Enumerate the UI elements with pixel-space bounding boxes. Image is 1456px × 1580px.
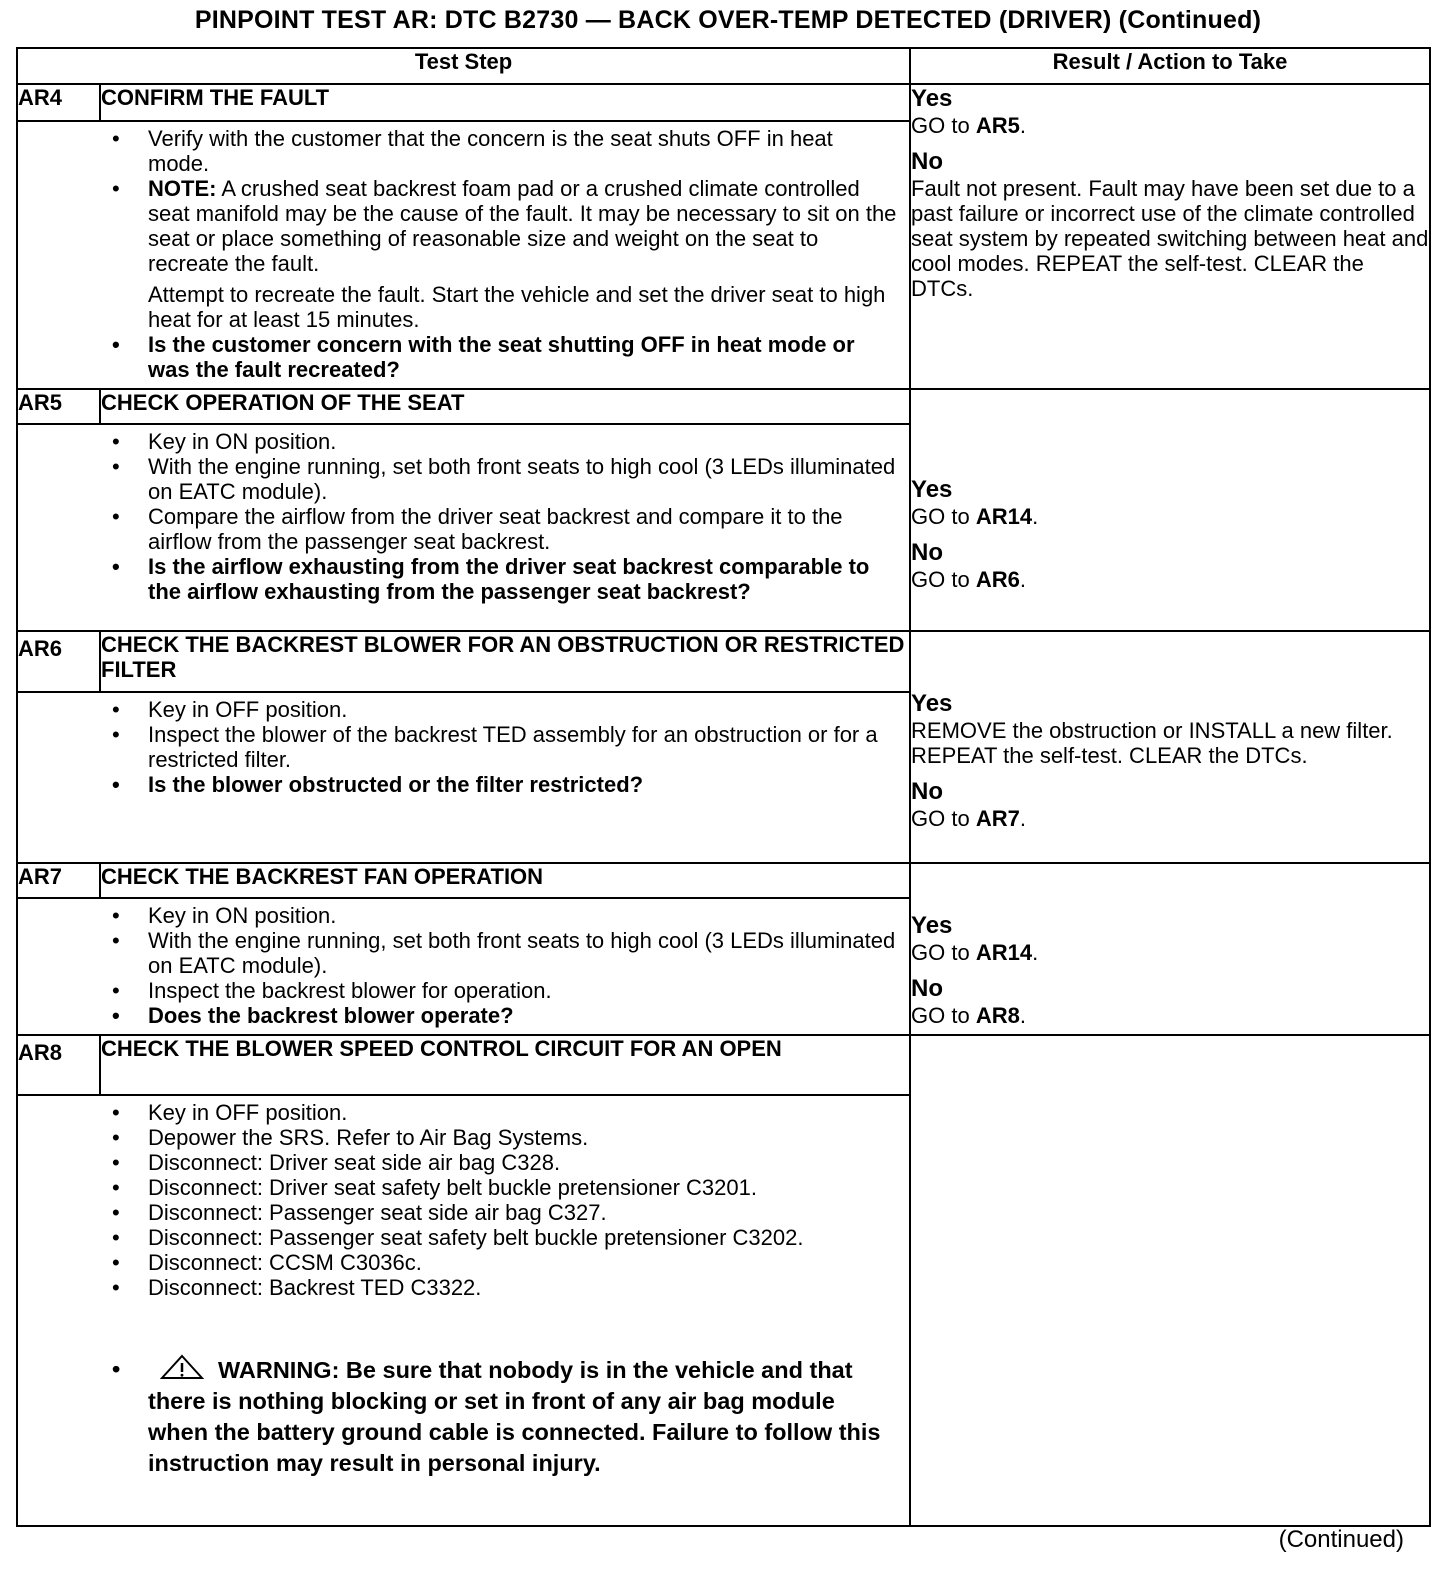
no-label: No bbox=[911, 975, 944, 1002]
list-item: • Compare the airflow from the driver seat backrest and compare it to the airflow from the passenger seat backrest. bbox=[18, 504, 899, 554]
yes-label: Yes bbox=[911, 85, 953, 112]
step-heading: CHECK THE BACKREST FAN OPERATION bbox=[100, 863, 910, 898]
step-row-ar6 bbox=[17, 631, 1430, 692]
list-item: • Inspect the backrest blower for operation. bbox=[18, 978, 899, 1003]
step-heading: CONFIRM THE FAULT bbox=[100, 84, 910, 121]
list-item: • Key in OFF position. bbox=[18, 697, 899, 722]
yes-label: Yes bbox=[911, 476, 953, 503]
step-id: AR6 bbox=[17, 631, 100, 692]
list-item: • Does the backrest blower operate? bbox=[18, 1003, 899, 1028]
step-row-ar8 bbox=[17, 1035, 1430, 1095]
step-instructions bbox=[17, 692, 910, 863]
yes-action: GO to AR5. bbox=[911, 113, 1026, 138]
list-item: Attempt to recreate the fault. Start the vehicle and set the driver seat to high heat for at least 15 minutes. bbox=[148, 282, 886, 332]
list-item: • With the engine running, set both front seats to high cool (3 LEDs illuminated on EATC module). bbox=[18, 928, 899, 978]
step-instructions bbox=[17, 121, 910, 389]
warning-item bbox=[18, 1354, 899, 1479]
list-item: • With the engine running, set both front seats to high cool (3 LEDs illuminated on EATC module). bbox=[18, 454, 899, 504]
list-item: • Verify with the customer that the concern is the seat shuts OFF in heat mode. bbox=[18, 126, 899, 176]
no-action: Fault not present. Fault may have been set due to a past failure or incorrect use of the climate controlled seat system by repeated switching between heat and cool modes. REPEAT the self-test. CLEAR the DTCs. bbox=[911, 176, 1429, 301]
list-item: • Disconnect: Backrest TED C3322. bbox=[18, 1275, 899, 1300]
step-row-ar7 bbox=[17, 863, 1430, 898]
warning-text: WARNING: Be sure that nobody is in the vehicle and that there is nothing blocking or set in front of any air bag module when the battery ground cable is connected. Failure to follow this instruction may result in personal injury. bbox=[148, 1357, 881, 1476]
no-action: GO to AR8. bbox=[911, 1003, 1026, 1028]
step-instructions bbox=[17, 898, 910, 1035]
list-item: • Key in OFF position. bbox=[18, 1100, 899, 1125]
yes-action: REMOVE the obstruction or INSTALL a new filter. REPEAT the self-test. CLEAR the DTCs. bbox=[911, 718, 1393, 768]
step-result bbox=[910, 389, 1430, 631]
list-item: • Disconnect: Driver seat side air bag C328. bbox=[18, 1150, 899, 1175]
list-item: • Key in ON position. bbox=[18, 429, 899, 454]
goto-link: AR14 bbox=[975, 504, 1033, 529]
yes-action: GO to AR14. bbox=[911, 940, 1039, 965]
step-result bbox=[910, 863, 1430, 1035]
no-label: No bbox=[911, 539, 944, 566]
test-step-header: Test Step bbox=[17, 48, 910, 84]
list-item: • Disconnect: Driver seat safety belt buckle pretensioner C3201. bbox=[18, 1175, 899, 1200]
step-id: AR4 bbox=[17, 84, 100, 121]
list-item: • NOTE: A crushed seat backrest foam pad or a crushed climate controlled seat manifold may be the cause of the fault. It may be necessary to sit on the seat or place something of reasonable size and weight on the seat to recreate the fault. bbox=[18, 176, 899, 276]
warning-triangle-icon bbox=[160, 1354, 204, 1380]
list-item: • Is the customer concern with the seat shutting OFF in heat mode or was the fault recreated? bbox=[18, 332, 899, 382]
step-result bbox=[910, 1035, 1430, 1526]
goto-link: AR5 bbox=[975, 113, 1020, 138]
list-item: • Disconnect: Passenger seat side air bag C327. bbox=[18, 1200, 899, 1225]
list-item: • Is the blower obstructed or the filter restricted? bbox=[18, 772, 899, 797]
list-item: • Disconnect: Passenger seat safety belt buckle pretensioner C3202. bbox=[18, 1225, 899, 1250]
step-id: AR8 bbox=[17, 1035, 100, 1095]
step-result bbox=[910, 631, 1430, 863]
no-action: GO to AR7. bbox=[911, 806, 1026, 831]
goto-link: AR14 bbox=[975, 940, 1033, 965]
continued-note: (Continued) bbox=[1278, 1526, 1404, 1553]
step-row-ar4 bbox=[17, 84, 1430, 121]
step-heading: CHECK THE BLOWER SPEED CONTROL CIRCUIT FOR AN OPEN bbox=[100, 1035, 910, 1095]
no-label: No bbox=[911, 778, 944, 805]
list-item: • Depower the SRS. Refer to Air Bag Systems. bbox=[18, 1125, 899, 1150]
list-item: • Inspect the blower of the backrest TED assembly for an obstruction or for a restricted filter. bbox=[18, 722, 899, 772]
yes-action: GO to AR14. bbox=[911, 504, 1039, 529]
step-result bbox=[910, 84, 1430, 389]
list-item: • Is the airflow exhausting from the driver seat backrest comparable to the airflow exhausting from the passenger seat backrest? bbox=[18, 554, 899, 604]
step-id: AR5 bbox=[17, 389, 100, 424]
list-item: • Disconnect: CCSM C3036c. bbox=[18, 1250, 899, 1275]
no-action: GO to AR6. bbox=[911, 567, 1026, 592]
goto-link: AR8 bbox=[975, 1003, 1020, 1028]
goto-link: AR6 bbox=[975, 567, 1020, 592]
list-item: • Key in ON position. bbox=[18, 903, 899, 928]
result-header: Result / Action to Take bbox=[910, 48, 1430, 84]
page-title: PINPOINT TEST AR: DTC B2730 — BACK OVER-TEMP DETECTED (DRIVER) (Continued) bbox=[194, 6, 1262, 34]
goto-link: AR7 bbox=[975, 806, 1020, 831]
step-id: AR7 bbox=[17, 863, 100, 898]
step-instructions bbox=[17, 424, 910, 631]
yes-label: Yes bbox=[911, 912, 953, 939]
step-row-ar5 bbox=[17, 389, 1430, 424]
table-header-row bbox=[17, 48, 1430, 84]
step-heading: CHECK THE BACKREST BLOWER FOR AN OBSTRUCTION OR RESTRICTED FILTER bbox=[100, 631, 910, 692]
step-heading: CHECK OPERATION OF THE SEAT bbox=[100, 389, 910, 424]
step-instructions bbox=[17, 1095, 910, 1526]
pinpoint-test-table bbox=[16, 47, 1431, 1527]
yes-label: Yes bbox=[911, 690, 953, 717]
no-label: No bbox=[911, 148, 944, 175]
